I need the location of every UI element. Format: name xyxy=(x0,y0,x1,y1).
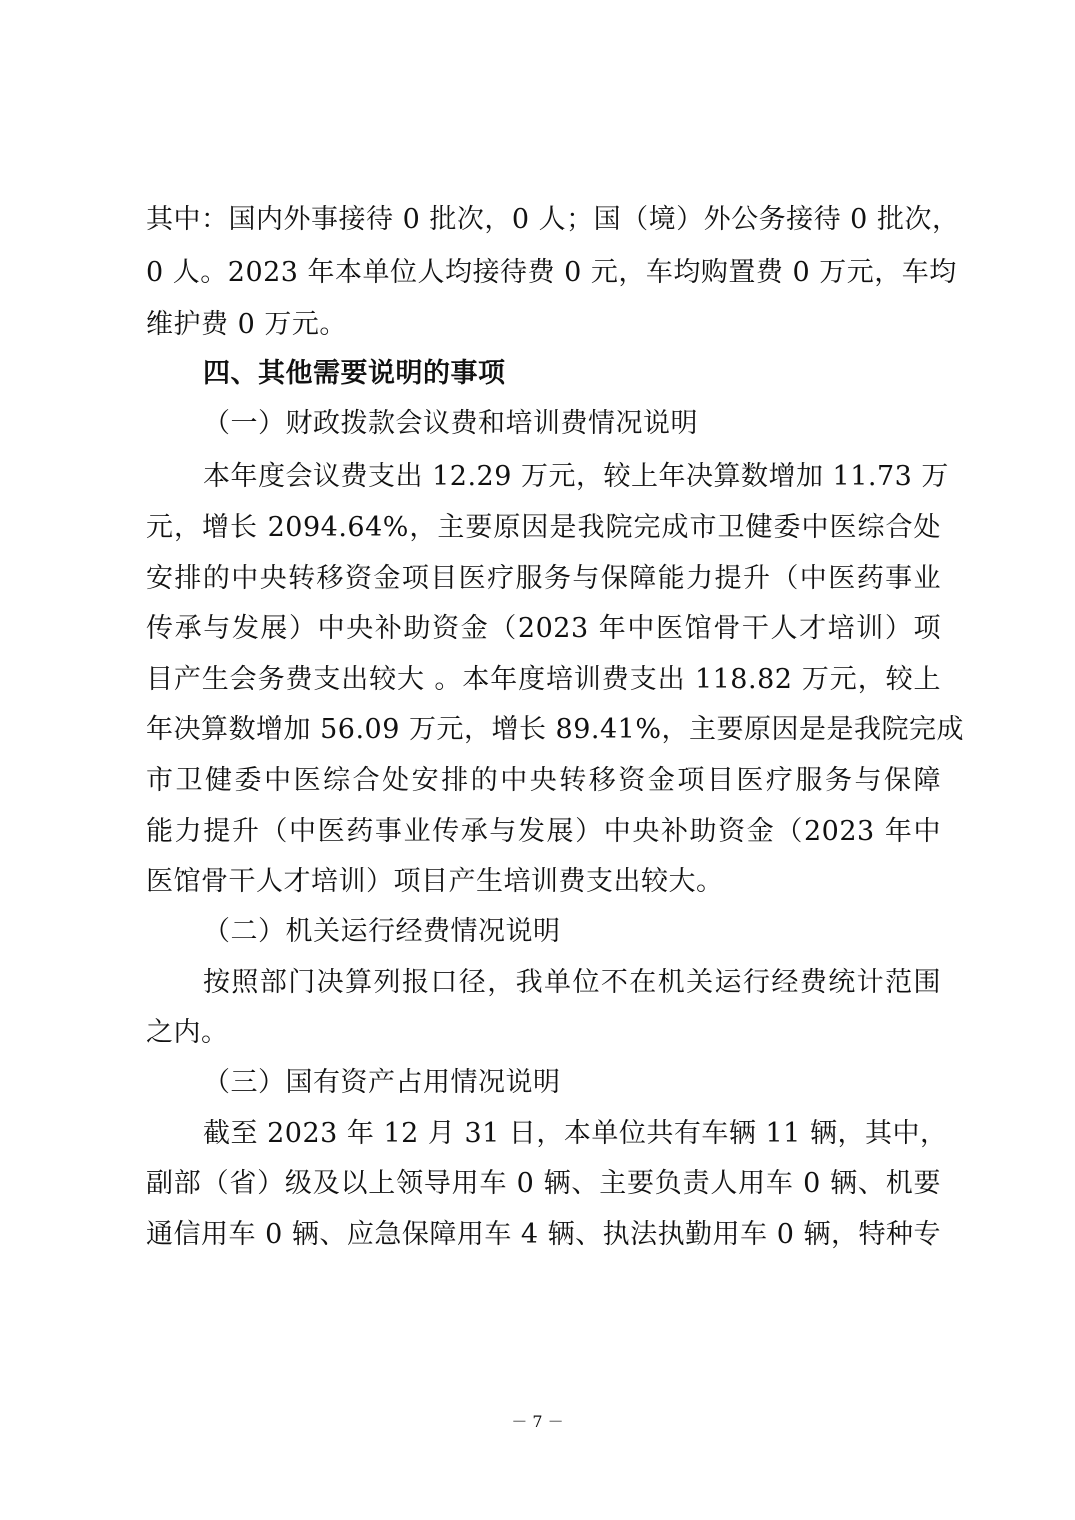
subsection-heading: （三）国有资产占用情况说明 xyxy=(203,1067,561,1098)
body-text-line: 之内。 xyxy=(146,1017,229,1048)
subsection-heading: （一）财政拨款会议费和培训费情况说明 xyxy=(203,408,698,439)
body-text-line: 通信用车 0 辆、应急保障用车 4 辆、执法执勤用车 0 辆，特种专 xyxy=(146,1219,942,1250)
page-number: － 7 － xyxy=(511,1412,564,1431)
section-heading: 四、其他需要说明的事项 xyxy=(203,358,506,389)
body-text-line: 维护费 0 万元。 xyxy=(146,309,347,340)
body-text-line: 传承与发展）中央补助资金（2023 年中医馆骨干人才培训）项 xyxy=(146,613,941,644)
body-text-line: 目产生会务费支出较大 。本年度培训费支出 118.82 万元，较上 xyxy=(146,664,941,695)
body-text-line: 按照部门决算列报口径，我单位不在机关运行经费统计范围 xyxy=(203,967,941,998)
body-text-line: 医馆骨干人才培训）项目产生培训费支出较大。 xyxy=(146,866,724,897)
body-text-line: 截至 2023 年 12 月 31 日，本单位共有车辆 11 辆，其中， xyxy=(203,1118,948,1149)
body-text-line: 安排的中央转移资金项目医疗服务与保障能力提升（中医药事业 xyxy=(146,563,941,594)
body-text-line: 元，增长 2094.64%，主要原因是我院完成市卫健委中医综合处 xyxy=(146,512,941,543)
body-text-line: 副部（省）级及以上领导用车 0 辆、主要负责人用车 0 辆、机要 xyxy=(146,1168,941,1199)
subsection-heading: （二）机关运行经费情况说明 xyxy=(203,916,561,947)
body-text-line: 本年度会议费支出 12.29 万元，较上年决算数增加 11.73 万 xyxy=(203,461,949,492)
body-text-line: 年决算数增加 56.09 万元，增长 89.41%，主要原因是是我院完成 xyxy=(146,714,964,745)
body-text-line: 能力提升（中医药事业传承与发展）中央补助资金（2023 年中 xyxy=(146,816,941,847)
body-text-line: 其中：国内外事接待 0 批次，0 人；国（境）外公务接待 0 批次， xyxy=(146,204,960,235)
body-text-line: 0 人。2023 年本单位人均接待费 0 元，车均购置费 0 万元，车均 xyxy=(146,257,957,288)
body-text-line: 市卫健委中医综合处安排的中央转移资金项目医疗服务与保障 xyxy=(146,765,941,796)
